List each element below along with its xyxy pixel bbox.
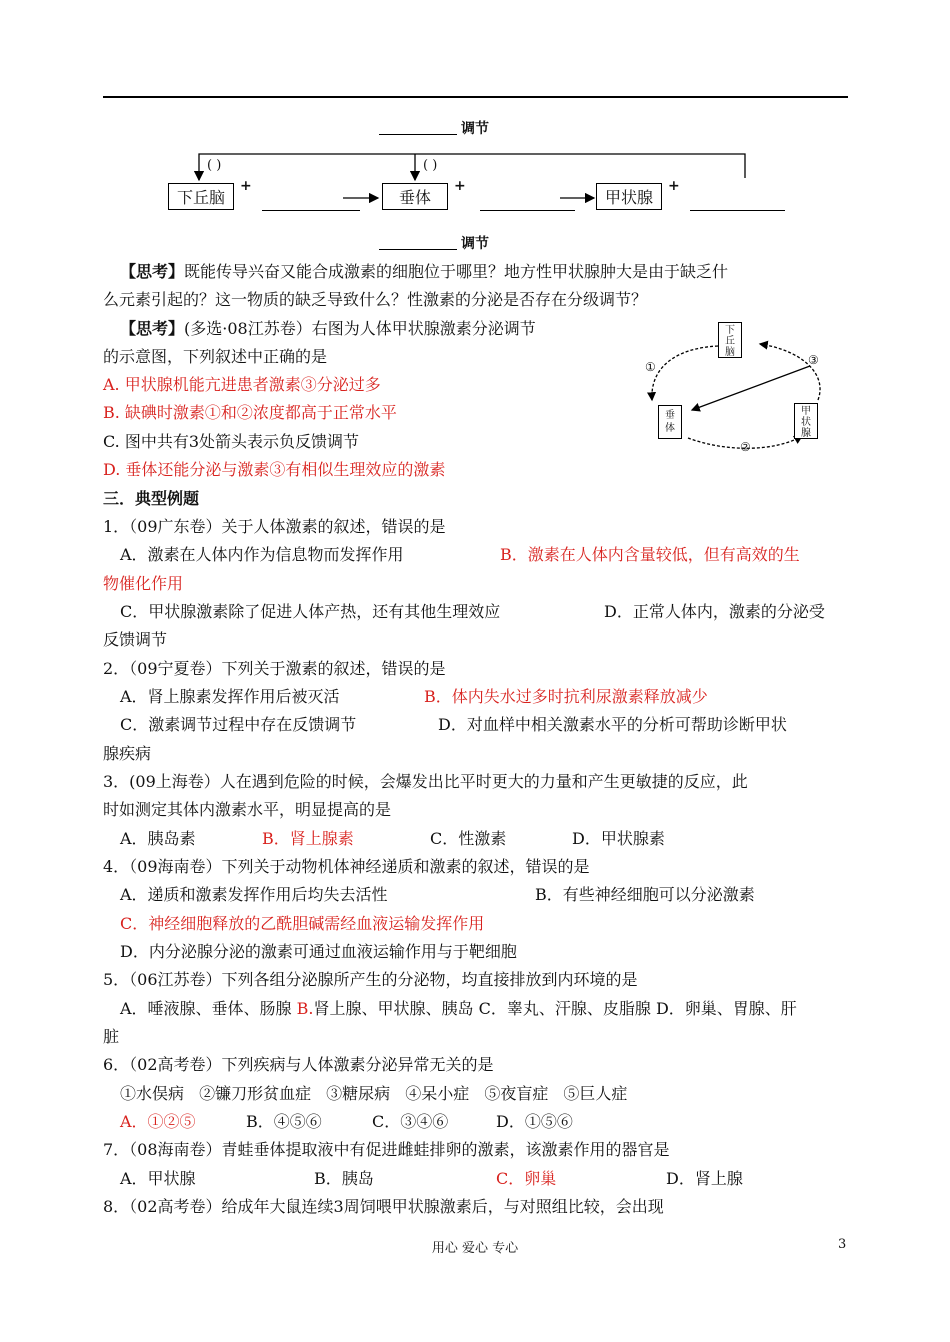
node-thyroid: 甲状腺 (596, 183, 662, 210)
q3-option-c: C．性激素 (430, 829, 507, 848)
cycle-node-thyroid: 甲 状 腺 (794, 403, 818, 439)
think2-option-a: A. 甲状腺机能亢进患者激素③分泌过多 (103, 375, 381, 394)
q3-option-d: D．甲状腺素 (572, 829, 665, 848)
q2-option-d-cont: 腺疾病 (103, 744, 152, 763)
footer-motto: 用心 爱心 专心 (431, 1241, 519, 1256)
q2-stem: 2．（09宁夏卷）下列关于激素的叙述，错误的是 (103, 659, 446, 678)
cycle-node-hypothalamus: 下 丘 脑 (718, 322, 742, 358)
q5-option-d: D．卵巢、胃腺、肝 (655, 999, 797, 1018)
node-pituitary: 垂体 (382, 183, 448, 210)
q4-stem: 4．（09海南卷）下列关于动物机体神经递质和激素的叙述，错误的是 (103, 857, 590, 876)
think2-option-c: C. 图中共有3处箭头表示负反馈调节 (103, 432, 360, 451)
page-number: 3 (838, 1237, 847, 1252)
top-regulation-label: 调节 (461, 121, 489, 137)
q7-option-d: D．肾上腺 (666, 1169, 743, 1188)
paren-blank-2: ( ) (423, 158, 438, 173)
q4-option-a: A．递质和激素发挥作用后均失去活性 (120, 885, 388, 904)
plus-sign-2: + (454, 178, 466, 194)
q1-option-d: D．正常人体内，激素的分泌受 (604, 602, 825, 621)
bottom-regulation-label: 调节 (461, 236, 489, 252)
cycle-label-2: ② (740, 440, 751, 454)
q5-option-a: A．唾液腺、垂体、肠腺 (120, 999, 292, 1018)
node-hypothalamus: 下丘脑 (168, 183, 234, 210)
q2-option-d: D．对血样中相关激素水平的分析可帮助诊断甲状 (438, 715, 787, 734)
q1-option-c: C．甲状腺激素除了促进人体产热，还有其他生理效应 (120, 602, 501, 621)
q1-option-a: A．激素在人体内作为信息物而发挥作用 (120, 545, 404, 564)
think2-option-d: D. 垂体还能分泌与激素③有相似生理效应的激素 (103, 460, 446, 479)
q7-option-b: B．胰岛 (314, 1169, 374, 1188)
q4-option-d: D．内分泌腺分泌的激素可通过血液运输作用与于靶细胞 (120, 942, 517, 961)
q5-option-b: 肾上腺、甲状腺、胰岛 (313, 999, 474, 1018)
blank-1 (262, 210, 360, 211)
q6-option-b: B．④⑤⑥ (246, 1112, 322, 1131)
flow-arrows (0, 0, 950, 260)
q5-stem: 5．（06江苏卷）下列各组分泌腺所产生的分泌物，均直接排放到内环境的是 (103, 970, 638, 989)
q8-stem: 8．（02高考卷）给成年大鼠连续3周饲喂甲状腺激素后，与对照组比较，会出现 (103, 1197, 664, 1216)
blank-3 (690, 210, 785, 211)
q3-option-a: A．胰岛素 (120, 829, 196, 848)
q2-option-a: A．肾上腺素发挥作用后被灭活 (120, 687, 340, 706)
bottom-blank (379, 249, 457, 250)
q6-option-d: D．①⑤⑥ (496, 1112, 573, 1131)
cycle-label-3: ③ (808, 353, 819, 367)
q1-option-b: B．激素在人体内含量较低，但有高效的生 (500, 545, 800, 564)
paren-blank-1: ( ) (207, 158, 222, 173)
q6-option-a: A．①②⑤ (120, 1112, 196, 1131)
q5-option-b-letter: B. (296, 999, 314, 1018)
q4-option-c: C．神经细胞释放的乙酰胆碱需经血液运输发挥作用 (120, 914, 485, 933)
q2-option-c: C．激素调节过程中存在反馈调节 (120, 715, 357, 734)
q5-options-line (120, 998, 797, 1020)
think1-line1: 【思考】既能传导兴奋又能合成激素的细胞位于哪里？地方性甲状腺肿大是由于缺乏什 (120, 262, 729, 281)
q3-stem: 3．(09上海卷）人在遇到危险的时候，会爆发出比平时更大的力量和产生更敏捷的反应，此 (103, 772, 748, 791)
q6-items: ①水俣病 ②镰刀形贫血症 ③糖尿病 ④呆小症 ⑤夜盲症 ⑤巨人症 (120, 1084, 628, 1103)
think2-line2: 的示意图，下列叙述中正确的是 (103, 347, 328, 366)
plus-sign-3: + (668, 178, 680, 194)
q7-stem: 7．（08海南卷）青蛙垂体提取液中有促进雌蛙排卵的激素，该激素作用的器官是 (103, 1140, 670, 1159)
q6-option-c: C．③④⑥ (372, 1112, 449, 1131)
q7-option-c: C．卵巢 (496, 1169, 557, 1188)
q4-option-b: B．有些神经细胞可以分泌激素 (535, 885, 755, 904)
q2-option-b: B．体内失水过多时抗利尿激素释放减少 (424, 687, 708, 706)
plus-sign-1: + (240, 178, 252, 194)
q7-option-a: A．甲状腺 (120, 1169, 196, 1188)
blank-2 (480, 210, 575, 211)
q5-option-c: C．睾丸、汗腺、皮脂腺 (478, 999, 651, 1018)
q5-option-d-cont: 脏 (103, 1027, 120, 1046)
q3-option-b: B．肾上腺素 (262, 829, 354, 848)
think1-line2: 么元素引起的？这一物质的缺乏导致什么？性激素的分泌是否存在分级调节？ (103, 290, 648, 309)
q1-option-b-cont: 物催化作用 (103, 574, 184, 593)
cycle-node-pituitary: 垂 体 (658, 405, 682, 439)
think2-option-b: B. 缺碘时激素①和②浓度都高于正常水平 (103, 403, 397, 422)
q1-option-d-cont: 反馈调节 (103, 630, 168, 649)
think2-line1: 【思考】(多选·08江苏卷）右图为人体甲状腺激素分泌调节 (120, 319, 536, 338)
q3-stem-cont: 时如测定其体内激素水平，明显提高的是 (103, 800, 392, 819)
cycle-label-1: ① (645, 360, 656, 374)
q1-stem: 1．（09广东卷）关于人体激素的叙述，错误的是 (103, 517, 446, 536)
section-title: 三．典型例题 (103, 489, 200, 508)
q6-stem: 6．（02高考卷）下列疾病与人体激素分泌异常无关的是 (103, 1055, 494, 1074)
